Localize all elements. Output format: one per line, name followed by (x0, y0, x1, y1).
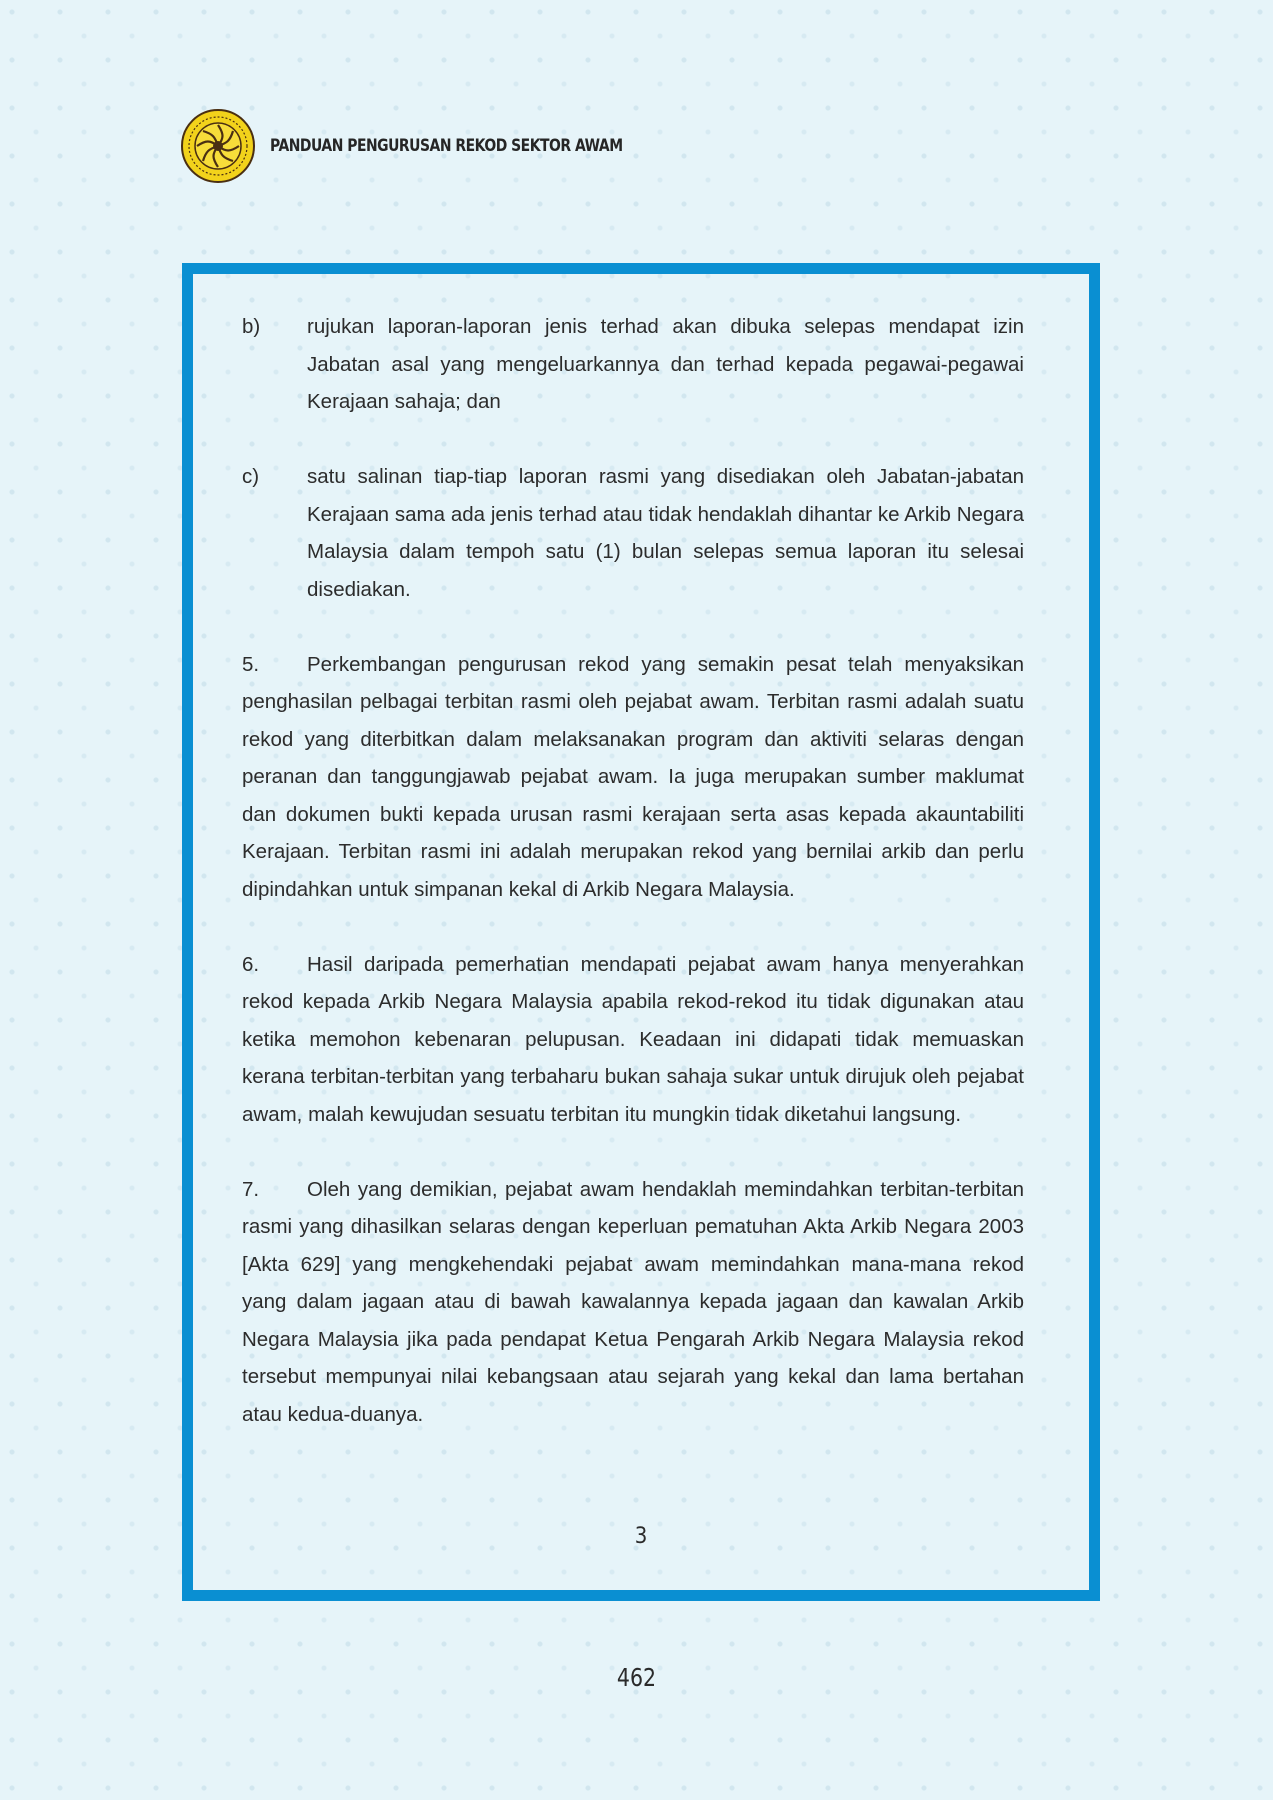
paragraph-5 (242, 646, 1024, 909)
inner-page-number: 3 (634, 1524, 648, 1549)
list-item-text: satu salinan tiap-tiap laporan rasmi yang disediakan oleh Jabatan-jabatan Kerajaan sama ada jenis terhad atau tidak hendaklah dihantar ke Arkib Negara Malaysia dalam tempoh satu (1) bulan selepas semua laporan itu selesai disediakan. (307, 465, 1024, 601)
list-item-b (242, 308, 1024, 421)
document-body (242, 308, 1024, 1471)
paragraph-text: Hasil daripada pemerhatian mendapati pejabat awam hanya menyerahkan rekod kepada Arkib Negara Malaysia apabila rekod-rekod itu tidak digunakan atau ketika memohon kebenaran pelupusan. Keadaan ini didapati tidak memuaskan kerana terbitan-terbitan yang terbaharu bukan sahaja sukar untuk dirujuk oleh pejabat awam, malah kewujudan sesuatu terbitan itu mungkin tidak diketahui langsung. (242, 952, 1024, 1126)
list-marker: b) (242, 315, 261, 338)
paragraph-text: Perkembangan pengurusan rekod yang semakin pesat telah menyaksikan penghasilan pelbagai terbitan rasmi oleh pejabat awam. Terbitan rasmi adalah suatu rekod yang diterbitkan dalam melaksanakan program dan aktiviti selaras dengan peranan dan tanggungjawab pejabat awam. Ia juga merupakan sumber maklumat dan dokumen bukti kepada urusan rasmi kerajaan serta asas kepada akauntabiliti Kerajaan. Terbitan rasmi ini adalah merupakan rekod yang bernilai arkib dan perlu dipindahkan untuk simpanan kekal di Arkib Negara Malaysia. (242, 652, 1024, 901)
page-header (180, 108, 700, 184)
arkib-negara-emblem-icon (180, 108, 256, 184)
paragraph-text: Oleh yang demikian, pejabat awam hendaklah memindahkan terbitan-terbitan rasmi yang dihasilkan selaras dengan keperluan pematuhan Akta Arkib Negara 2003 [Akta 629] yang mengkehendaki pejabat awam memindahkan mana-mana rekod yang dalam jagaan atau di bawah kawalannya kepada jagaan dan kawalan Arkib Negara Malaysia jika pada pendapat Ketua Pengarah Arkib Negara Malaysia rekod tersebut mempunyai nilai kebangsaan atau sejarah yang kekal dan lama bertahan atau kedua-duanya. (242, 1177, 1024, 1426)
paragraph-number: 6. (242, 952, 260, 976)
paragraph-7 (242, 1171, 1024, 1434)
outer-page-number: 462 (616, 1663, 657, 1692)
paragraph-number: 5. (242, 652, 260, 676)
list-marker: c) (242, 465, 260, 488)
paragraph-6 (242, 946, 1024, 1134)
list-item-text: rujukan laporan-laporan jenis terhad akan dibuka selepas mendapat izin Jabatan asal yang mengeluarkannya dan terhad kepada pegawai-pegawai Kerajaan sahaja; dan (307, 315, 1024, 413)
paragraph-number: 7. (242, 1177, 260, 1201)
list-item-c (242, 458, 1024, 608)
document-series-title: PANDUAN PENGURUSAN REKOD SEKTOR AWAM (270, 136, 623, 156)
